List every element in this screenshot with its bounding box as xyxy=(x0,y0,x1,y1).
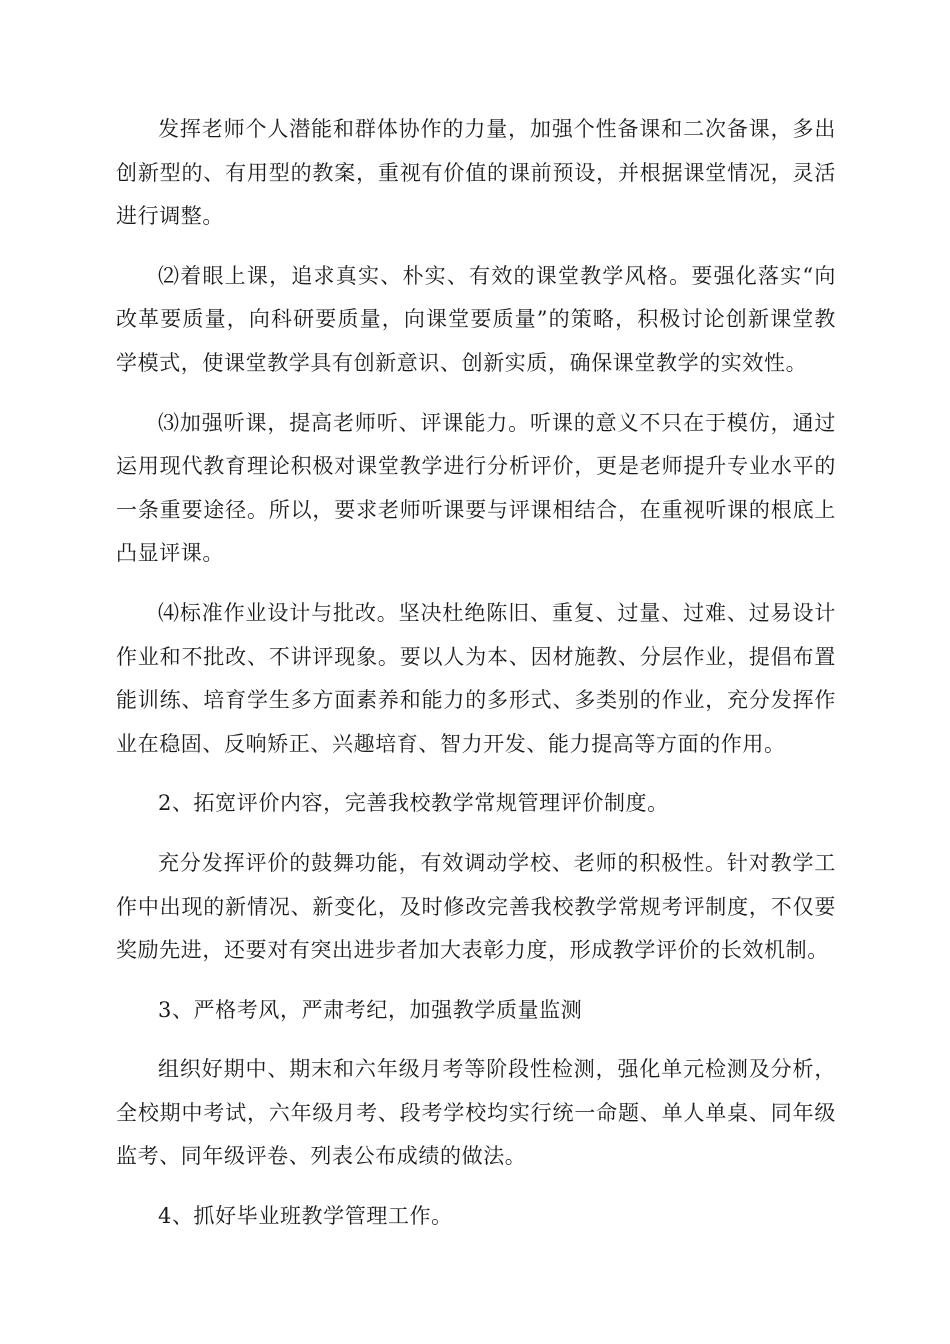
paragraph-item-4-homework: ⑷标准作业设计与批改。坚决杜绝陈旧、重复、过量、过难、过易设计作业和不批改、不讲评现象。要以人为本、因材施教、分层作业，提倡布置能训练、培育学生多方面素养和能力的多形式、多类别的作业，充分发挥作业在稳固、反响矫正、兴趣培育、智力开发、能力提高等方面的作用。 xyxy=(116,600,836,756)
paragraph-evaluation: 充分发挥评价的鼓舞功能，有效调动学校、老师的积极性。针对教学工作中出现的新情况、新变化，及时修改完善我校教学常规考评制度，不仅要奖励先进，还要对有突出进步者加大表彰力度，形成教学评价的长效机制。 xyxy=(116,850,836,963)
heading-3-exams: 3、严格考风，严肃考纪，加强教学质量监测 xyxy=(158,997,583,1022)
paragraph-exams: 组织好期中、期末和六年级月考等阶段性检测，强化单元检测及分析，全校期中考试，六年级月考、段考学校均实行统一命题、单人单桌、同年级监考、同年级评卷、列表公布成绩的做法。 xyxy=(116,1057,836,1169)
paragraph-item-2-class-teaching: ⑵着眼上课，追求真实、朴实、有效的课堂教学风格。要强化落实“向改革要质量，向科研要质量，向课堂要质量”的策略，积极讨论创新课堂教学模式，使课堂教学具有创新意识、创新实质，确保课堂教学的实效性。 xyxy=(116,263,836,375)
paragraph-lesson-planning: 发挥老师个人潜能和群体协作的力量，加强个性备课和二次备课，多出创新型的、有用型的教案，重视有价值的课前预设，并根据课堂情况，灵活进行调整。 xyxy=(116,117,836,229)
paragraph-item-3-lesson-observation: ⑶加强听课，提高老师听、评课能力。听课的意义不只在于模仿，通过运用现代教育理论积极对课堂教学进行分析评价，更是老师提升专业水平的一条重要途径。所以，要求老师听课要与评课相结合，在重视听课的根底上凸显评课。 xyxy=(116,410,836,566)
document-page xyxy=(116,108,836,1255)
heading-2-evaluation: 2、拓宽评价内容，完善我校教学常规管理评价制度。 xyxy=(158,791,669,816)
heading-4-graduating-classes: 4、抓好毕业班教学管理工作。 xyxy=(158,1204,453,1229)
